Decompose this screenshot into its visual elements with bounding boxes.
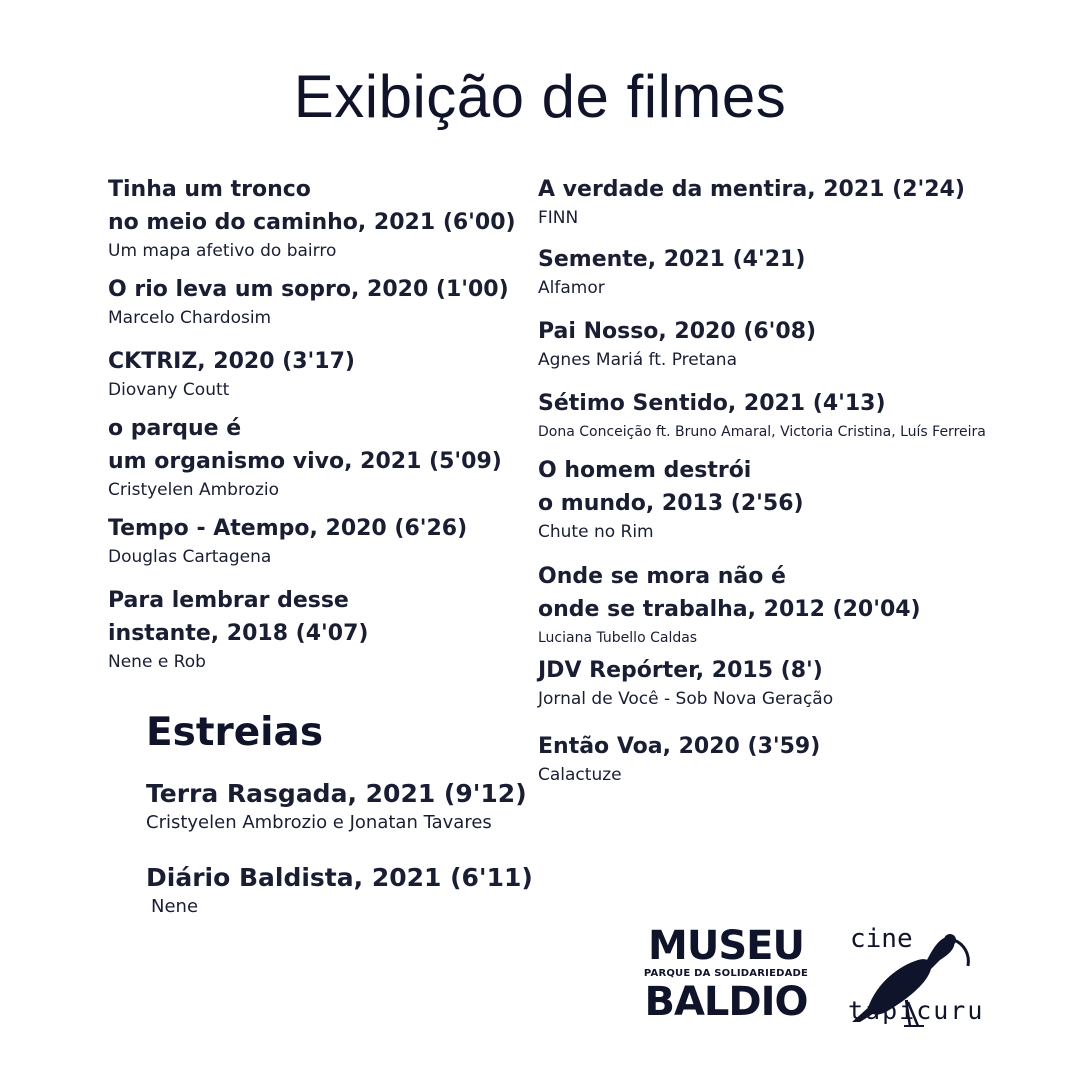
museu-baldio-logo <box>640 924 812 1024</box>
cine-tapicuru-logo <box>846 926 986 1036</box>
film-title: Semente, 2021 (4'21) <box>538 247 806 272</box>
logo-text: PARQUE DA SOLIDARIEDADE <box>643 968 809 979</box>
film-title: Tempo - Atempo, 2020 (6'26) <box>108 516 468 541</box>
film-title: A verdade da mentira, 2021 (2'24) <box>538 177 965 202</box>
film-entry <box>538 560 921 650</box>
film-title: no meio do caminho, 2021 (6'00) <box>108 210 516 235</box>
premiere-title: Terra Rasgada, 2021 (9'12) <box>146 779 527 808</box>
film-credit: Chute no Rim <box>538 522 654 542</box>
film-title: Sétimo Sentido, 2021 (4'13) <box>538 391 886 416</box>
film-title: O rio leva um sopro, 2020 (1'00) <box>108 277 509 302</box>
film-credit: Alfamor <box>538 278 605 298</box>
film-title: JDV Repórter, 2015 (8') <box>538 658 823 683</box>
film-entry <box>108 273 509 330</box>
film-entry <box>538 243 805 300</box>
film-entry <box>538 315 816 372</box>
film-credit: Dona Conceição ft. Bruno Amaral, Victoria Cristina, Luís Ferreira <box>538 424 986 440</box>
film-credit: Agnes Mariá ft. Pretana <box>538 350 737 370</box>
page-title: Exibição de filmes <box>293 63 787 130</box>
film-credit: FINN <box>538 208 579 228</box>
film-credit: Um mapa afetivo do bairro <box>108 241 337 261</box>
film-credit: Jornal de Você - Sob Nova Geração <box>538 689 834 709</box>
film-title: o parque é <box>108 416 242 441</box>
logo-text: tapicuru <box>848 996 985 1025</box>
film-credit: Douglas Cartagena <box>108 547 272 567</box>
film-entry <box>538 173 965 230</box>
film-title: onde se trabalha, 2012 (20'04) <box>538 597 921 622</box>
film-credit: Diovany Coutt <box>108 380 230 400</box>
film-entry <box>108 584 368 674</box>
premiere-entry <box>146 777 527 835</box>
film-title: Então Voa, 2020 (3'59) <box>538 734 821 759</box>
film-credit: Calactuze <box>538 765 622 785</box>
film-entry <box>538 454 804 544</box>
film-entry <box>108 173 516 263</box>
premiere-entry <box>146 861 533 919</box>
film-title: o mundo, 2013 (2'56) <box>538 491 804 516</box>
film-entry <box>108 345 355 402</box>
film-entry <box>538 654 833 711</box>
film-entry <box>538 387 986 444</box>
logo-text: BALDIO <box>644 979 808 1025</box>
film-title: Pai Nosso, 2020 (6'08) <box>538 319 817 344</box>
film-credit: Nene e Rob <box>108 652 206 672</box>
film-entry <box>108 412 502 502</box>
film-title: O homem destrói <box>538 458 752 483</box>
film-credit: Cristyelen Ambrozio <box>108 480 280 500</box>
premiere-credit: Nene <box>151 896 199 917</box>
logo-text: MUSEU <box>648 923 804 969</box>
film-title: Onde se mora não é <box>538 564 786 589</box>
film-entry <box>108 512 467 569</box>
film-title: Para lembrar desse <box>108 588 349 613</box>
film-title: instante, 2018 (4'07) <box>108 621 369 646</box>
logo-text: cine <box>850 924 913 954</box>
film-title: CKTRIZ, 2020 (3'17) <box>108 349 355 374</box>
premieres-heading: Estreias <box>146 710 324 755</box>
film-title: um organismo vivo, 2021 (5'09) <box>108 449 502 474</box>
film-credit: Luciana Tubello Caldas <box>538 630 698 646</box>
film-title: Tinha um tronco <box>108 177 311 202</box>
premiere-credit: Cristyelen Ambrozio e Jonatan Tavares <box>146 812 492 833</box>
film-entry <box>538 730 820 787</box>
premiere-title: Diário Baldista, 2021 (6'11) <box>146 863 533 892</box>
film-credit: Marcelo Chardosim <box>108 308 272 328</box>
